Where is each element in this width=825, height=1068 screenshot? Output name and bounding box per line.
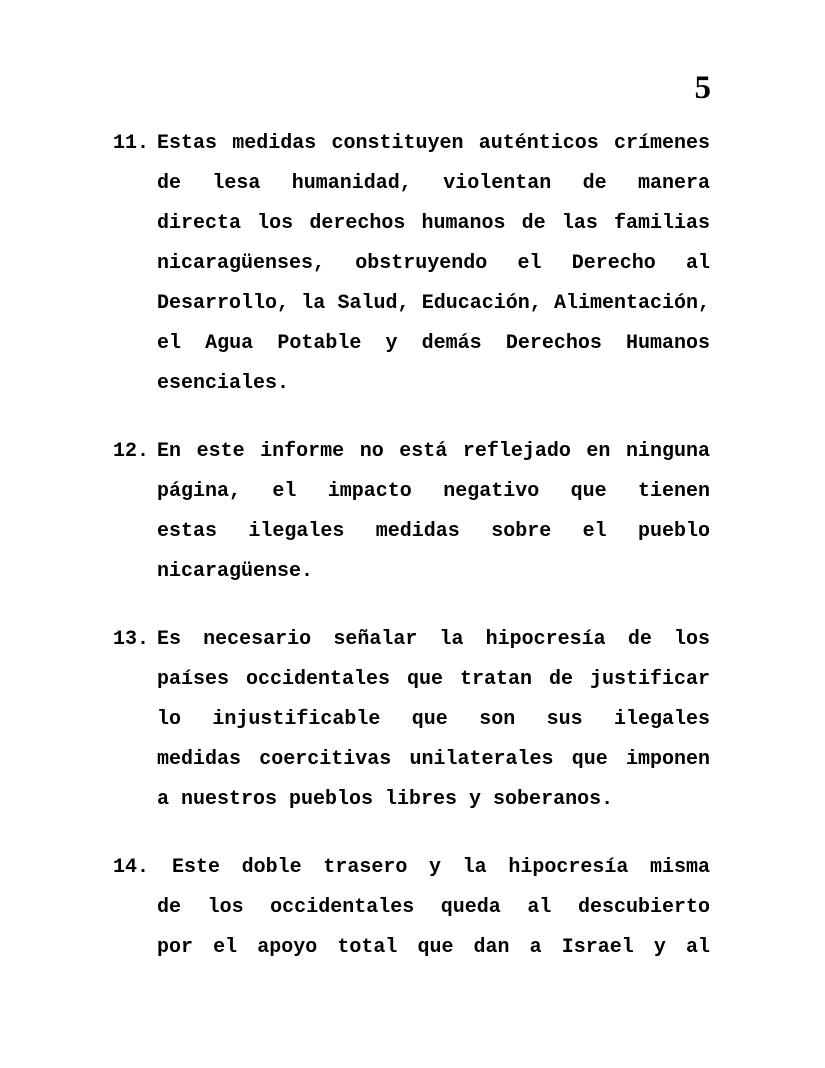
- numbered-paragraph: [113, 432, 711, 592]
- text-line: nicaragüenses, obstruyendo el Derecho al: [157, 252, 710, 275]
- text-line: Es necesario señalar la hipocresía de los: [157, 628, 710, 651]
- numbered-paragraph: [113, 848, 711, 968]
- numbered-paragraph: [113, 620, 711, 820]
- text-line: el Agua Potable y demás Derechos Humanos: [157, 332, 710, 355]
- text-line: estas ilegales medidas sobre el pueblo: [157, 520, 710, 543]
- paragraph-number: 14.: [113, 856, 150, 879]
- paragraph-text: [157, 124, 710, 404]
- paragraph-text: [157, 848, 710, 968]
- paragraph-number: 12.: [113, 440, 150, 463]
- text-line: Este doble trasero y la hipocresía misma: [172, 856, 710, 879]
- document-body: [113, 124, 711, 968]
- numbered-paragraph: [113, 124, 711, 404]
- text-line: lo injustificable que son sus ilegales: [157, 708, 710, 731]
- text-line: por el apoyo total que dan a Israel y al: [157, 936, 710, 959]
- text-line: países occidentales que tratan de justificar: [157, 668, 710, 691]
- page-number: 5: [694, 70, 711, 106]
- text-line: de los occidentales queda al descubierto: [157, 896, 710, 919]
- text-line: medidas coercitivas unilaterales que imponen: [157, 748, 710, 771]
- paragraph-number: 11.: [113, 132, 150, 155]
- text-line: a nuestros pueblos libres y soberanos.: [157, 788, 614, 811]
- paragraph-text: [157, 620, 710, 820]
- text-line: En este informe no está reflejado en ninguna: [157, 440, 710, 463]
- text-line: Estas medidas constituyen auténticos crímenes: [157, 132, 710, 155]
- text-line: esenciales.: [157, 372, 290, 395]
- paragraph-text: [157, 432, 710, 592]
- text-line: Desarrollo, la Salud, Educación, Alimentación,: [157, 292, 710, 315]
- text-line: página, el impacto negativo que tienen: [157, 480, 710, 503]
- paragraph-number: 13.: [113, 628, 150, 651]
- text-line: directa los derechos humanos de las familias: [157, 212, 710, 235]
- text-line: nicaragüense.: [157, 560, 314, 583]
- text-line: de lesa humanidad, violentan de manera: [157, 172, 710, 195]
